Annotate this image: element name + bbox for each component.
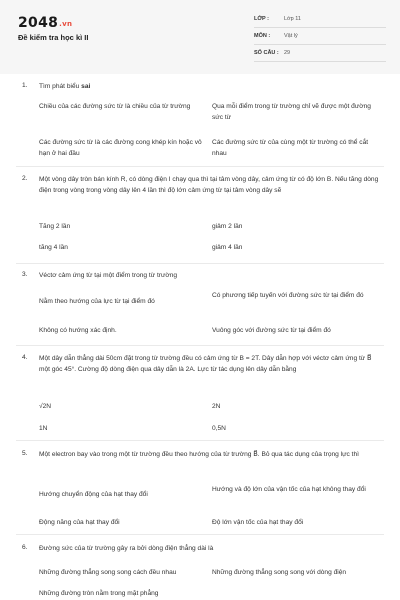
option-a[interactable]: √2N xyxy=(39,403,52,410)
option-b[interactable]: Có phương tiếp tuyến với đường sức từ tại điểm đó xyxy=(212,292,364,299)
meta-key: SỐ CÂU : xyxy=(254,50,279,56)
exam-title: Đề kiểm tra học kì II xyxy=(18,33,89,42)
option-c[interactable]: Những đường tròn nằm trong mặt phẳng xyxy=(39,590,159,597)
meta-row-subject xyxy=(254,31,386,45)
question-text: Một vòng dây tròn bán kính R, có dòng điện I chạy qua thì tại tâm vòng dây, cảm ứng từ có độ lớn B. Nếu tăng dòng điện trong vòng trong vòng dây lên 4 lần thì độ lớn cảm ứng từ tại tâm vòng dây sẽ xyxy=(39,176,379,194)
question-divider xyxy=(16,166,384,167)
option-a[interactable]: Hướng chuyển động của hạt thay đổi xyxy=(39,491,148,498)
option-d[interactable]: Các đường sức từ của cùng một từ trường có thể cắt nhau xyxy=(212,139,369,157)
option-b[interactable]: Hướng và độ lớn của vận tốc của hạt không thay đổi xyxy=(212,486,366,493)
question-divider xyxy=(16,440,384,441)
question-text: Một dây dẫn thẳng dài 50cm đặt trong từ trường đều có cảm ứng từ B = 2T. Dây dẫn hợp với véctơ cảm ứng từ B⃗ một góc 45°. Cường độ dòng điện qua dây dẫn là 2A. Lực từ tác dụng lên dây dẫn bằng xyxy=(39,355,372,373)
meta-row-count xyxy=(254,48,386,62)
question-text-pre: Tìm phát biểu xyxy=(39,83,82,90)
site-logo[interactable] xyxy=(18,15,72,31)
meta-value: 29 xyxy=(284,50,291,56)
question-number: 5. xyxy=(22,450,28,457)
option-b[interactable]: Qua mỗi điểm trong từ trường chỉ vẽ được một đường sức từ xyxy=(212,103,371,121)
option-c[interactable]: 1N xyxy=(39,425,48,432)
option-a[interactable]: Tăng 2 lần xyxy=(39,223,71,230)
meta-key: LỚP : xyxy=(254,16,269,22)
logo-suffix: .vn xyxy=(59,20,73,28)
option-c[interactable]: tăng 4 lần xyxy=(39,244,68,251)
question-divider xyxy=(16,534,384,535)
meta-row-class xyxy=(254,14,386,28)
option-a[interactable]: Chiều của các đường sức từ là chiều của từ trường xyxy=(39,103,191,110)
meta-key: MÔN : xyxy=(254,33,271,39)
option-d[interactable]: Vuông góc với đường sức từ tại điểm đó xyxy=(212,327,331,334)
question-text: Véctơ cảm ứng từ tại một điểm trong từ trường xyxy=(39,272,178,279)
question-divider xyxy=(16,345,384,346)
question-divider xyxy=(16,263,384,264)
option-d[interactable]: giảm 4 lần xyxy=(212,244,243,251)
option-b[interactable]: Những đường thẳng song song với dòng điện xyxy=(212,569,347,576)
question-text: Đường sức của từ trường gây ra bởi dòng điện thẳng dài là xyxy=(39,545,214,552)
question-text xyxy=(39,82,381,93)
question-number: 6. xyxy=(22,544,28,551)
meta-value: Vật lý xyxy=(284,33,298,39)
question-number: 2. xyxy=(22,175,28,182)
meta-value: Lớp 11 xyxy=(284,16,301,22)
option-d[interactable]: Độ lớn vận tốc của hạt thay đổi xyxy=(212,519,304,526)
logo-text: 2048 xyxy=(18,15,59,31)
exam-header xyxy=(0,0,400,74)
question-number: 4. xyxy=(22,354,28,361)
option-a[interactable]: Những đường thẳng song song cách đều nhau xyxy=(39,569,177,576)
option-c[interactable]: Các đường sức từ là các đường cong khép kín hoặc vô hạn ở hai đầu xyxy=(39,139,202,157)
option-a[interactable]: Nằm theo hướng của lực từ tại điểm đó xyxy=(39,298,155,305)
question-number: 1. xyxy=(22,82,28,89)
option-c[interactable]: Động năng của hạt thay đổi xyxy=(39,519,120,526)
exam-meta xyxy=(254,14,386,65)
question-number: 3. xyxy=(22,271,28,278)
question-text: Một electron bay vào trong một từ trường đều theo hướng của từ trường B⃗. Bỏ qua tác dụng của trọng lực thì xyxy=(39,451,359,458)
option-d[interactable]: 0,5N xyxy=(212,425,226,432)
option-b[interactable]: giảm 2 lần xyxy=(212,223,243,230)
option-b[interactable]: 2N xyxy=(212,403,221,410)
question-text-bold: sai xyxy=(81,83,91,90)
option-c[interactable]: Không có hướng xác định. xyxy=(39,327,117,334)
